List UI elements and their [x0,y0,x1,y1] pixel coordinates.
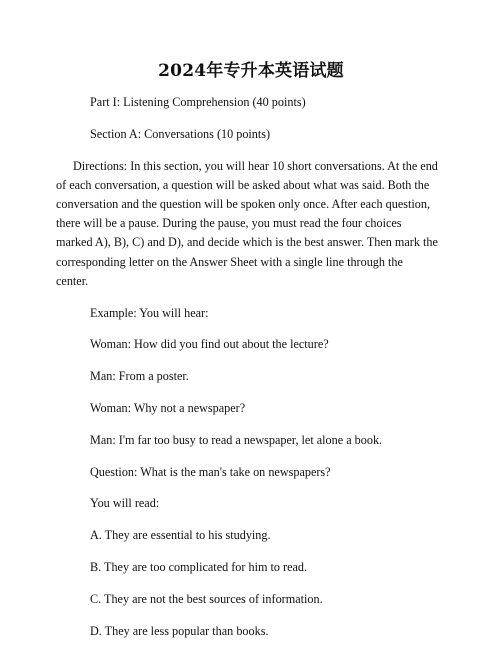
dialogue-line: Woman: Why not a newspaper? [90,401,246,415]
answer-choice-a: A. They are essential to his studying. [90,528,271,543]
example-label: Example: You will hear: [90,305,209,320]
question-line: Question: What is the man's take on newspapers? [90,464,331,479]
dialogue-line: Woman: How did you find out about the lecture? [90,337,329,352]
directions-paragraph: Directions: In this section, you will hear 10 short conversations. At the end of each conversation, a question will be asked about what was said. Both the conversation and the question will be spoken only once. After each question, there will be a pause. During the pause, you must read the four choices marked A), B), C) and D), and decide which is the best answer. Then mark the corresponding letter on the Answer Sheet with a single line through the center. [56,158,438,288]
section-heading-section-a: Section A: Conversations (10 points) [90,126,271,141]
you-will-read-label: You will read: [90,496,160,511]
answer-choice-b: B. They are too complicated for him to read. [90,559,308,574]
document-title: 2024年专升本英语试题 [158,61,344,81]
section-heading-part-1: Part I: Listening Comprehension (40 points) [90,95,306,109]
dialogue-line: Man: I'm far too busy to read a newspaper, let alone a book. [90,432,383,447]
answer-choice-c: C. They are not the best sources of information. [90,591,323,606]
document-body [56,93,438,653]
answer-choice-d: D. They are less popular than books. [90,623,269,638]
dialogue-line: Man: From a poster. [90,369,189,384]
